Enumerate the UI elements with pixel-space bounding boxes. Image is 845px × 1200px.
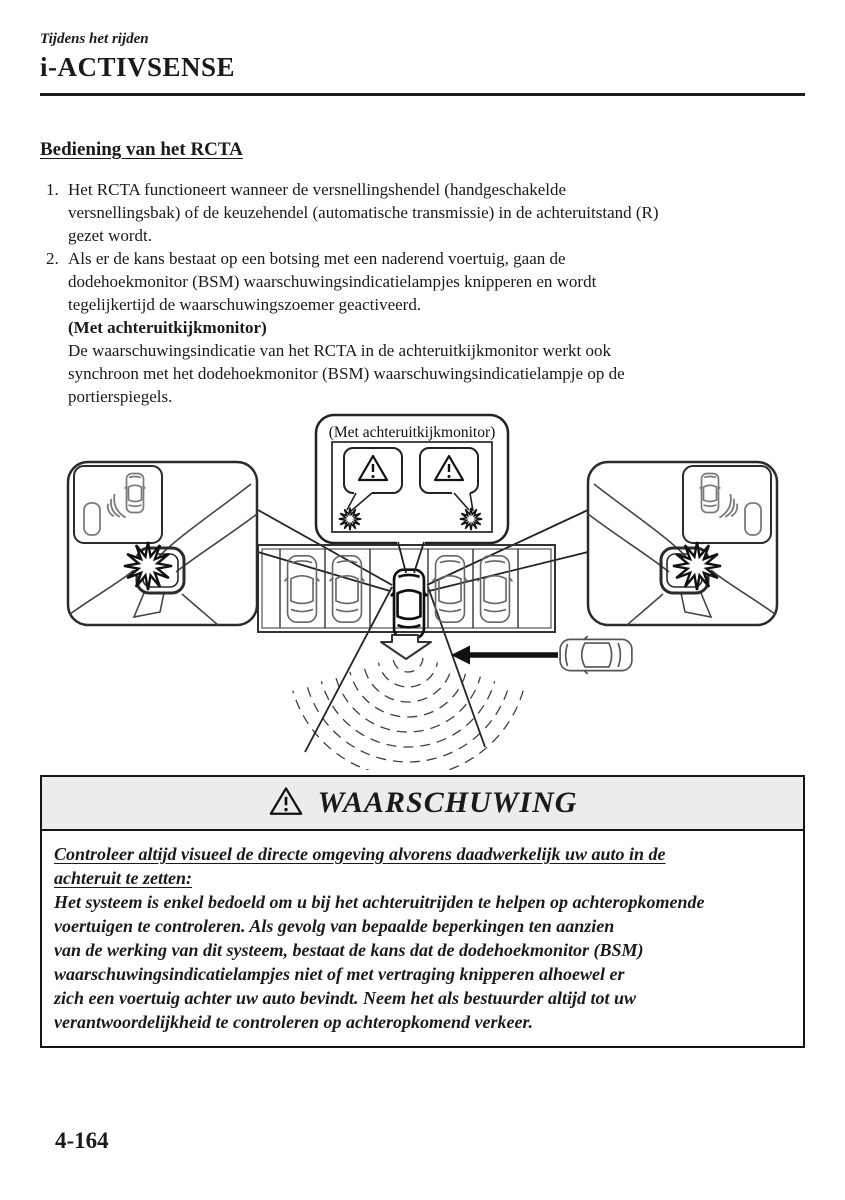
text-line: dodehoekmonitor (BSM) waarschuwingsindicatielampjes knipperen en wordt [68,271,597,291]
list-item-text [68,247,805,408]
list-number: 1. [46,179,59,199]
reverse-direction-arrow [381,635,431,659]
warning-text-line: Het systeem is enkel bedoeld om u bij het achteruitrijden te helpen op achteropkomende [54,891,705,912]
warning-text-line: van de werking van dit systeem, bestaat de kans dat de dodehoekmonitor (BSM) [54,939,644,960]
text-line: Het RCTA functioneert wanneer de versnellingshendel (handgeschakelde [68,179,567,199]
header-rule [40,93,805,96]
text-line: portierspiegels. [68,386,173,406]
warning-title: WAARSCHUWING [317,785,578,819]
list-number: 2. [46,248,59,268]
text-line: synchroon met het dodehoekmonitor (BSM) waarschuwingsindicatielampje op de [68,363,625,383]
text-line: Als er de kans bestaat op een botsing met een naderend voertuig, gaan de [68,248,566,268]
warning-body [42,831,803,1046]
text-line: tegelijkertijd de waarschuwingszoemer geactiveerd. [68,294,422,314]
text-line: (Met achteruitkijkmonitor) [68,317,267,337]
text-line: De waarschuwingsindicatie van het RCTA in de achteruitkijkmonitor werkt ook [68,340,611,360]
chapter-label: Tijdens het rijden [40,31,149,47]
page-header [40,30,805,96]
page-number: 4-164 [55,1128,109,1153]
rcta-diagram-svg [40,410,805,770]
warning-lead-line: Controleer altijd visueel de directe omgeving alvorens daadwerkelijk uw auto in de [54,843,666,864]
text-line: gezet wordt. [68,225,153,245]
right-mirror-panel [588,462,777,625]
warning-text-line: verantwoordelijkheid te controleren op achteropkomend verkeer. [54,1011,533,1032]
warning-triangle-icon [268,786,304,819]
left-mirror-panel [68,462,257,625]
approaching-vehicle [560,636,632,674]
callout-caption: (Met achteruitkijkmonitor) [328,423,496,441]
rcta-diagram [40,410,805,775]
text-line: versnellingsbak) of de keuzehendel (automatische transmissie) in de achteruitstand (R) [68,202,659,222]
approach-arrow [451,645,558,664]
warning-box [40,775,805,1048]
list-item [40,178,805,247]
section-heading: Bediening van het RCTA [40,139,243,160]
list-item-text [68,178,805,247]
numbered-list [40,178,805,408]
list-item [40,247,805,408]
warning-header [42,777,803,831]
warning-text-line: waarschuwingsindicatielampjes niet of met vertraging knipperen alhoewel er [54,963,625,984]
warning-text-line: voertuigen te controleren. Als gevolg van bepaalde beperkingen ten aanzien [54,915,615,936]
page-title: i-ACTIVSENSE [40,52,236,82]
warning-text-line: zich een voertuig achter uw auto bevindt. Neem het als bestuurder altijd tot uw [54,987,637,1008]
warning-lead-line: achteruit te zetten: [54,867,192,888]
